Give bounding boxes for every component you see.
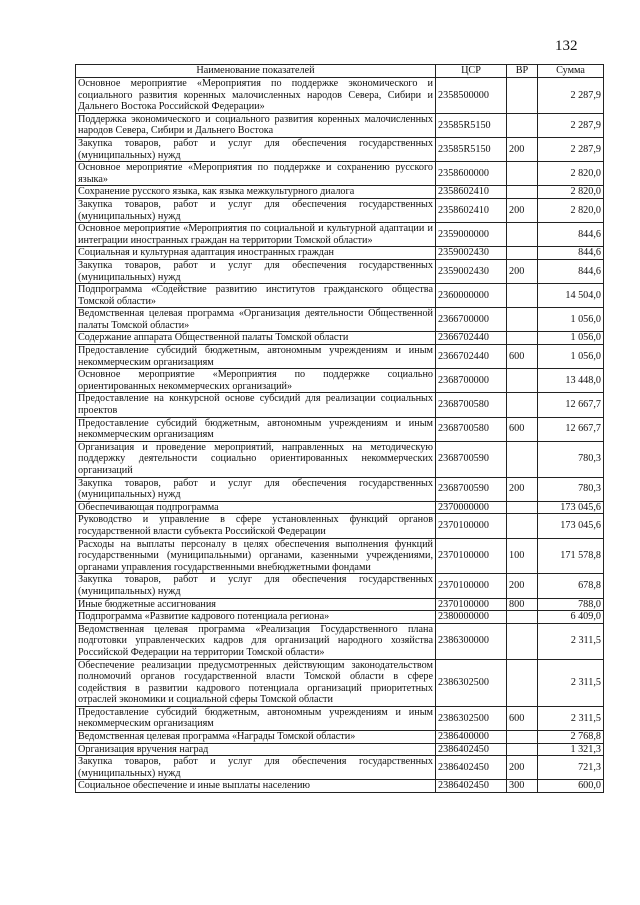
row-name-cell: Обеспечивающая подпрограмма [76,501,436,514]
row-vr-cell [507,186,538,199]
row-vr-cell [507,501,538,514]
row-csr-cell: 2359000000 [436,223,507,247]
row-csr-cell: 2366702440 [436,332,507,345]
row-sum-cell: 844,6 [538,259,604,283]
row-name-cell: Закупка товаров, работ и услуг для обеспечения государственных (муниципальных) нужд [76,259,436,283]
header-sum: Сумма [538,65,604,78]
row-name-cell: Основное мероприятие «Мероприятия по поддержке экономического и социального развития коренных малочисленных народов Севера, Сибири и Дальнего Востока Российской Федерации» [76,78,436,114]
row-name-cell: Основное мероприятие «Мероприятия по социальной и культурной адаптации и интеграции иностранных граждан на территории Томской области» [76,223,436,247]
row-sum-cell: 788,0 [538,598,604,611]
row-csr-cell: 2368700590 [436,477,507,501]
row-csr-cell: 2370100000 [436,514,507,538]
row-vr-cell: 600 [507,345,538,369]
row-sum-cell: 6 409,0 [538,611,604,624]
row-name-cell: Предоставление субсидий бюджетным, автономным учреждениям и иным некоммерческим организациям [76,345,436,369]
row-sum-cell: 2 287,9 [538,137,604,161]
row-sum-cell: 2 287,9 [538,78,604,114]
row-name-cell: Обеспечение реализации предусмотренных действующим законодательством полномочий органов государственной власти Томской области в сфере содействия в развитии кадрового потенциала организаций приоритетных отраслей экономики и социальной сферы Томской области [76,659,436,706]
table-row [76,247,604,260]
row-csr-cell: 23585R5150 [436,137,507,161]
header-csr: ЦСР [436,65,507,78]
row-sum-cell: 173 045,6 [538,501,604,514]
row-sum-cell: 1 056,0 [538,308,604,332]
row-name-cell: Руководство и управление в сфере установленных функций органов государственной власти субъекта Российской Федерации [76,514,436,538]
row-sum-cell: 678,8 [538,574,604,598]
row-sum-cell: 2 287,9 [538,113,604,137]
table-row [76,501,604,514]
row-vr-cell [507,514,538,538]
row-vr-cell: 600 [507,417,538,441]
table-row [76,441,604,477]
row-csr-cell: 2358602410 [436,186,507,199]
row-csr-cell: 2386402450 [436,743,507,756]
row-sum-cell: 12 667,7 [538,417,604,441]
row-name-cell: Подпрограмма «Содействие развитию институтов гражданского общества Томской области» [76,284,436,308]
table-row [76,514,604,538]
table-row [76,598,604,611]
row-sum-cell: 173 045,6 [538,514,604,538]
row-csr-cell: 2380000000 [436,611,507,624]
row-vr-cell [507,659,538,706]
table-row [76,731,604,744]
row-csr-cell: 2358600000 [436,162,507,186]
row-vr-cell: 200 [507,477,538,501]
row-csr-cell: 2370000000 [436,501,507,514]
row-sum-cell: 2 820,0 [538,186,604,199]
row-csr-cell: 2359002430 [436,259,507,283]
table-row [76,284,604,308]
row-vr-cell: 200 [507,137,538,161]
row-name-cell: Социальная и культурная адаптация иностранных граждан [76,247,436,260]
row-name-cell: Предоставление субсидий бюджетным, автономным учреждениям и иным некоммерческим организациям [76,706,436,730]
row-sum-cell: 13 448,0 [538,369,604,393]
row-name-cell: Организация и проведение мероприятий, направленных на методическую поддержку деятельности социально ориентированных некоммерческих организаций [76,441,436,477]
table-row [76,369,604,393]
table-row [76,706,604,730]
row-sum-cell: 171 578,8 [538,538,604,574]
row-vr-cell [507,247,538,260]
row-sum-cell: 780,3 [538,441,604,477]
table-row [76,780,604,793]
row-vr-cell: 200 [507,756,538,780]
row-name-cell: Закупка товаров, работ и услуг для обеспечения государственных (муниципальных) нужд [76,756,436,780]
row-vr-cell [507,611,538,624]
table-row [76,623,604,659]
row-csr-cell: 2368700000 [436,369,507,393]
row-csr-cell: 2366702440 [436,345,507,369]
row-csr-cell: 2386402450 [436,780,507,793]
row-csr-cell: 2368700590 [436,441,507,477]
row-sum-cell: 14 504,0 [538,284,604,308]
row-csr-cell: 2368700580 [436,417,507,441]
row-vr-cell [507,113,538,137]
row-vr-cell [507,369,538,393]
header-vr: ВР [507,65,538,78]
row-sum-cell: 1 056,0 [538,345,604,369]
row-vr-cell [507,308,538,332]
row-name-cell: Ведомственная целевая программа «Награды Томской области» [76,731,436,744]
row-vr-cell: 200 [507,198,538,222]
row-sum-cell: 1 321,3 [538,743,604,756]
row-csr-cell: 2370100000 [436,598,507,611]
row-vr-cell [507,284,538,308]
row-name-cell: Закупка товаров, работ и услуг для обеспечения государственных (муниципальных) нужд [76,574,436,598]
table-row [76,538,604,574]
header-name: Наименование показателей [76,65,436,78]
row-vr-cell: 300 [507,780,538,793]
table-row [76,393,604,417]
row-sum-cell: 2 311,5 [538,659,604,706]
row-sum-cell: 2 768,8 [538,731,604,744]
row-sum-cell: 844,6 [538,223,604,247]
row-vr-cell: 600 [507,706,538,730]
row-csr-cell: 2386300000 [436,623,507,659]
row-vr-cell: 200 [507,259,538,283]
row-name-cell: Содержание аппарата Общественной палаты Томской области [76,332,436,345]
row-vr-cell [507,332,538,345]
row-name-cell: Закупка товаров, работ и услуг для обеспечения государственных (муниципальных) нужд [76,477,436,501]
table-row [76,78,604,114]
row-name-cell: Социальное обеспечение и иные выплаты населению [76,780,436,793]
table-row [76,756,604,780]
row-name-cell: Предоставление субсидий бюджетным, автономным учреждениям и иным некоммерческим организациям [76,417,436,441]
row-sum-cell: 2 820,0 [538,162,604,186]
row-name-cell: Ведомственная целевая программа «Организация деятельности Общественной палаты Томской области» [76,308,436,332]
row-sum-cell: 844,6 [538,247,604,260]
row-name-cell: Закупка товаров, работ и услуг для обеспечения государственных (муниципальных) нужд [76,137,436,161]
row-sum-cell: 2 820,0 [538,198,604,222]
row-sum-cell: 721,3 [538,756,604,780]
row-csr-cell: 2360000000 [436,284,507,308]
row-name-cell: Закупка товаров, работ и услуг для обеспечения государственных (муниципальных) нужд [76,198,436,222]
row-vr-cell [507,441,538,477]
row-vr-cell [507,78,538,114]
row-name-cell: Ведомственная целевая программа «Реализация Государственного плана подготовки управленческих кадров для организаций народного хозяйства Российской Федерации на территории Томской области» [76,623,436,659]
row-vr-cell: 800 [507,598,538,611]
row-name-cell: Предоставление на конкурсной основе субсидий для реализации социальных проектов [76,393,436,417]
page-number: 132 [555,38,578,54]
row-vr-cell [507,743,538,756]
row-csr-cell: 2386302500 [436,659,507,706]
row-sum-cell: 2 311,5 [538,706,604,730]
row-csr-cell: 2366700000 [436,308,507,332]
table-row [76,308,604,332]
row-csr-cell: 2358602410 [436,198,507,222]
row-sum-cell: 600,0 [538,780,604,793]
row-csr-cell: 2370100000 [436,538,507,574]
row-csr-cell: 2386400000 [436,731,507,744]
row-csr-cell: 2368700580 [436,393,507,417]
row-sum-cell: 1 056,0 [538,332,604,345]
table-row [76,223,604,247]
table-row [76,417,604,441]
table-row [76,259,604,283]
row-name-cell: Поддержка экономического и социального развития коренных малочисленных народов Севера, Сибири и Дальнего Востока [76,113,436,137]
table-row [76,198,604,222]
row-name-cell: Основное мероприятие «Мероприятия по поддержке социально ориентированных некоммерческих организаций» [76,369,436,393]
table-row [76,113,604,137]
row-vr-cell [507,623,538,659]
row-name-cell: Расходы на выплаты персоналу в целях обеспечения выполнения функций государственными (муниципальными) органами, казенными учреждениями, органами управления государственными внебюджетными фондами [76,538,436,574]
row-name-cell: Основное мероприятие «Мероприятия по поддержке и сохранению русского языка» [76,162,436,186]
row-vr-cell [507,223,538,247]
table-row [76,345,604,369]
row-sum-cell: 2 311,5 [538,623,604,659]
table-row [76,332,604,345]
row-name-cell: Иные бюджетные ассигнования [76,598,436,611]
row-csr-cell: 2386302500 [436,706,507,730]
row-csr-cell: 23585R5150 [436,113,507,137]
table-row [76,611,604,624]
row-csr-cell: 2370100000 [436,574,507,598]
row-csr-cell: 2386402450 [436,756,507,780]
row-vr-cell [507,162,538,186]
budget-table [75,64,604,793]
row-csr-cell: 2358500000 [436,78,507,114]
row-name-cell: Организация вручения наград [76,743,436,756]
table-row [76,574,604,598]
table-row [76,137,604,161]
row-vr-cell: 100 [507,538,538,574]
row-name-cell: Подпрограмма «Развитие кадрового потенциала региона» [76,611,436,624]
table-row [76,477,604,501]
table-row [76,162,604,186]
table-header-row [76,65,604,78]
row-vr-cell: 200 [507,574,538,598]
row-csr-cell: 2359002430 [436,247,507,260]
row-sum-cell: 780,3 [538,477,604,501]
row-vr-cell [507,731,538,744]
table-row [76,186,604,199]
table-row [76,743,604,756]
row-name-cell: Сохранение русского языка, как языка межкультурного диалога [76,186,436,199]
table-row [76,659,604,706]
row-sum-cell: 12 667,7 [538,393,604,417]
row-vr-cell [507,393,538,417]
